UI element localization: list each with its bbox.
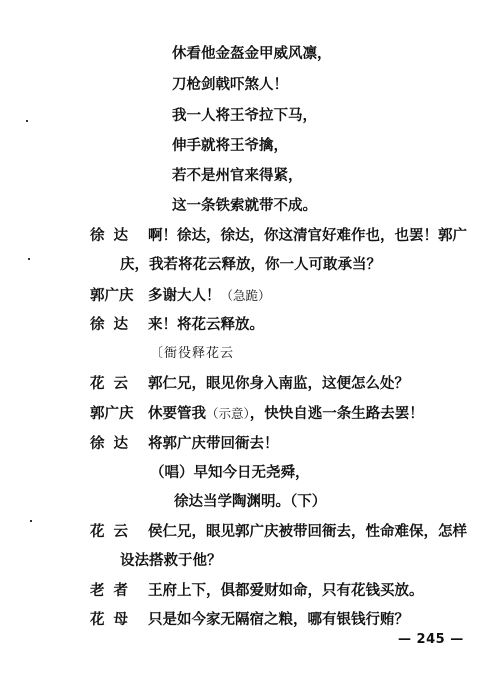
dialog-text: 将郭广庆带回衙去！ xyxy=(148,435,279,452)
dialog-text: 设法搭救于他？ xyxy=(120,552,222,569)
verse-text: 伸手就将王爷擒， xyxy=(172,137,288,154)
verse-text: 我一人将王爷拉下马， xyxy=(172,107,317,124)
dialog-text xyxy=(148,284,271,308)
dialog-words: 休要管我 xyxy=(148,405,206,422)
verse-text: 刀枪剑戟吓煞人！ xyxy=(172,76,288,93)
stage-direction: （示意） xyxy=(206,406,250,421)
print-speck xyxy=(28,258,30,260)
dialog-words: 多谢大人！ xyxy=(148,287,221,304)
stage-direction: （急跪） xyxy=(220,288,271,303)
dialog-text xyxy=(148,402,424,426)
dialog-text: 啊！徐达，徐达，你这清官好难作也，也罢！郭广 xyxy=(148,227,467,244)
page-number: — 245 — xyxy=(398,632,464,647)
dialog-text: 郭仁兄，眼见你身入南监，这便怎么处？ xyxy=(148,375,409,392)
dialog-text: 只是如今家无隔宿之粮，哪有银钱行贿？ xyxy=(148,611,409,628)
stage-direction: 〔衙役释花云 xyxy=(150,346,235,361)
verse-text: 若不是州官来得紧， xyxy=(172,167,303,184)
print-speck xyxy=(26,120,28,122)
print-speck xyxy=(30,520,32,522)
speaker-name: 花云 xyxy=(90,523,137,540)
speaker-name: 郭广庆 xyxy=(90,287,134,304)
speaker-name: 郭广庆 xyxy=(90,405,134,422)
dialog-text: 庆，我若将花云释放，你一人可敢承当？ xyxy=(120,256,381,273)
speaker-name: 花云 xyxy=(90,375,137,392)
dialog-text: 王府上下，俱都爱财如命，只有花钱买放。 xyxy=(148,582,424,599)
speaker-name: 花母 xyxy=(90,611,137,628)
speaker-name: 徐达 xyxy=(90,227,137,244)
verse-text: 这一条铁索就带不成。 xyxy=(172,197,317,214)
speaker-name: 老者 xyxy=(90,582,137,599)
speaker-name: 徐达 xyxy=(90,435,137,452)
sung-text: 徐达当学陶渊明。（下） xyxy=(174,493,327,510)
dialog-words: ，快快自逃一条生路去罢！ xyxy=(249,405,424,422)
dialog-text: 侯仁兄，眼见郭广庆被带回衙去，性命难保，怎样 xyxy=(148,523,467,540)
speaker-name: 徐达 xyxy=(90,316,137,333)
dialog-text: 来！将花云释放。 xyxy=(148,316,264,333)
verse-text: 休看他金盔金甲威风凛， xyxy=(172,45,332,62)
sung-text: （唱）早知今日无尧舜， xyxy=(150,464,310,481)
